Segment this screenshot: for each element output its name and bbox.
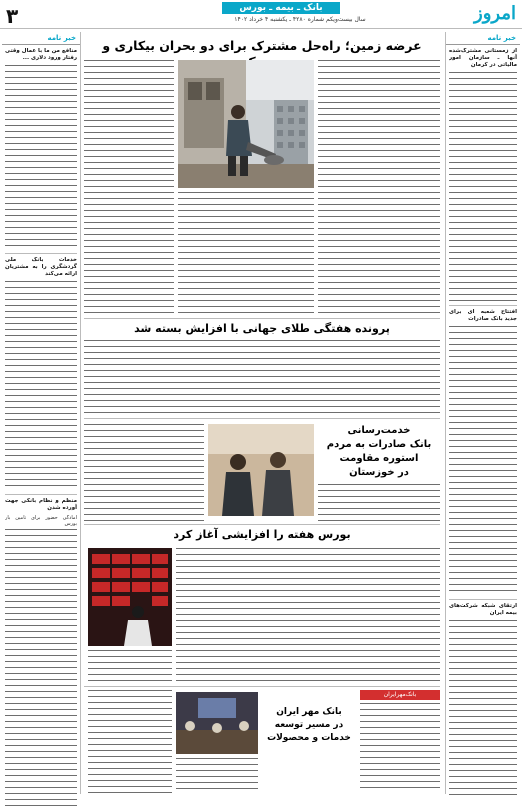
issue-line: سال بیست‌ویکم شماره ۴۲۸۰ ـ یکشنبه ۴ خرداد ۱۴۰۲: [234, 16, 366, 23]
lead-body-text: [318, 60, 440, 315]
newspaper-logo: امروز: [474, 3, 516, 24]
sidebar-item-title: منظم و نظام بانکی جهت آورده شدن: [5, 498, 77, 511]
sidebar-heading: خبر نامه: [2, 32, 80, 45]
bourse-body-text: [88, 650, 172, 683]
sidebar-item-title: خدمات بانک ملی گردشگری را به مشتریان ارائه می‌کند: [5, 257, 77, 277]
mehr-headline: بانک مهر ایران: [276, 707, 342, 717]
sidebar-body-text: [449, 326, 517, 596]
lead-headline: عرضه زمین؛ راه‌حل مشترک برای دو بحران بیکاری و: [102, 38, 422, 53]
sidebar-heading: خبر نامه: [446, 32, 520, 45]
sidebar-body-text: [449, 72, 517, 302]
stock-board-image: [88, 548, 172, 646]
sidebar-body-text: [449, 620, 517, 795]
bourse-body-text: [176, 548, 440, 683]
sidebar-item-title: ارتقای شبکه شرکت‌های بیمه ایران: [449, 603, 517, 616]
bourse-headline: بورس هفته را افزایشی آغاز کرد: [173, 528, 351, 541]
officials-image: [208, 424, 314, 516]
lead-body-text: [178, 192, 314, 315]
mehr-photo: [176, 692, 258, 754]
bank-headline-block: [318, 424, 440, 480]
section-banner: بانک ـ بیمه ـ بورس: [222, 2, 340, 14]
sidebar-item-title: از زمستانی مشترک‌شده آنها ـ سازمان امور مالیاتی در کرمان: [449, 48, 517, 68]
bank-body-text: [84, 424, 204, 522]
mehr-body-text: [88, 690, 172, 793]
divider: [5, 253, 77, 254]
mehr-body-text: [360, 703, 440, 793]
mehr-headline: در مسیر توسعه: [274, 720, 344, 730]
meeting-image: [176, 692, 258, 754]
bank-photo: [208, 424, 314, 516]
gold-headline: پرونده هفتگی طلای جهانی با افزایش بسته شد: [134, 322, 390, 335]
bourse-photo: [88, 548, 172, 646]
right-sidebar: [445, 32, 520, 794]
lead-photo: [178, 60, 314, 188]
mehr-headline-block: [262, 706, 356, 745]
page-number: ۳: [6, 4, 19, 28]
divider: [449, 599, 517, 600]
divider: [449, 305, 517, 306]
divider: [84, 318, 440, 319]
sidebar-body-text: [5, 529, 77, 809]
bank-headline: استوره مقاومت: [339, 453, 419, 464]
left-sidebar: [2, 32, 81, 794]
divider: [84, 418, 440, 419]
divider: [84, 524, 440, 525]
mehr-body-text: [176, 758, 258, 793]
gold-body-text: [84, 340, 440, 415]
lead-body-text: [84, 60, 174, 315]
sidebar-body-text: [5, 281, 77, 491]
mehr-headline: خدمات و محصولات: [267, 733, 351, 743]
sidebar-item-title: افتتاح شعبه ای برای جدید بانک صادرات: [449, 309, 517, 322]
bank-headline: در خوزستان: [349, 467, 409, 478]
bank-headline: خدمت‌رسانی: [347, 425, 411, 436]
divider: [5, 494, 77, 495]
mehr-tag: بانک‌مهرایران: [360, 690, 440, 700]
construction-worker-image: [178, 60, 314, 188]
sidebar-item-subtitle: آمادگی حضور برای تامین بار بورس: [5, 515, 77, 528]
bank-body-text: [318, 484, 440, 522]
bank-headline: بانک صادرات به مردم: [326, 439, 432, 450]
sidebar-item-title: منافع من ما با عمال وقتی رفتار ورود دلاری ...: [5, 48, 77, 61]
divider: [84, 686, 440, 687]
sidebar-body-text: [5, 65, 77, 250]
